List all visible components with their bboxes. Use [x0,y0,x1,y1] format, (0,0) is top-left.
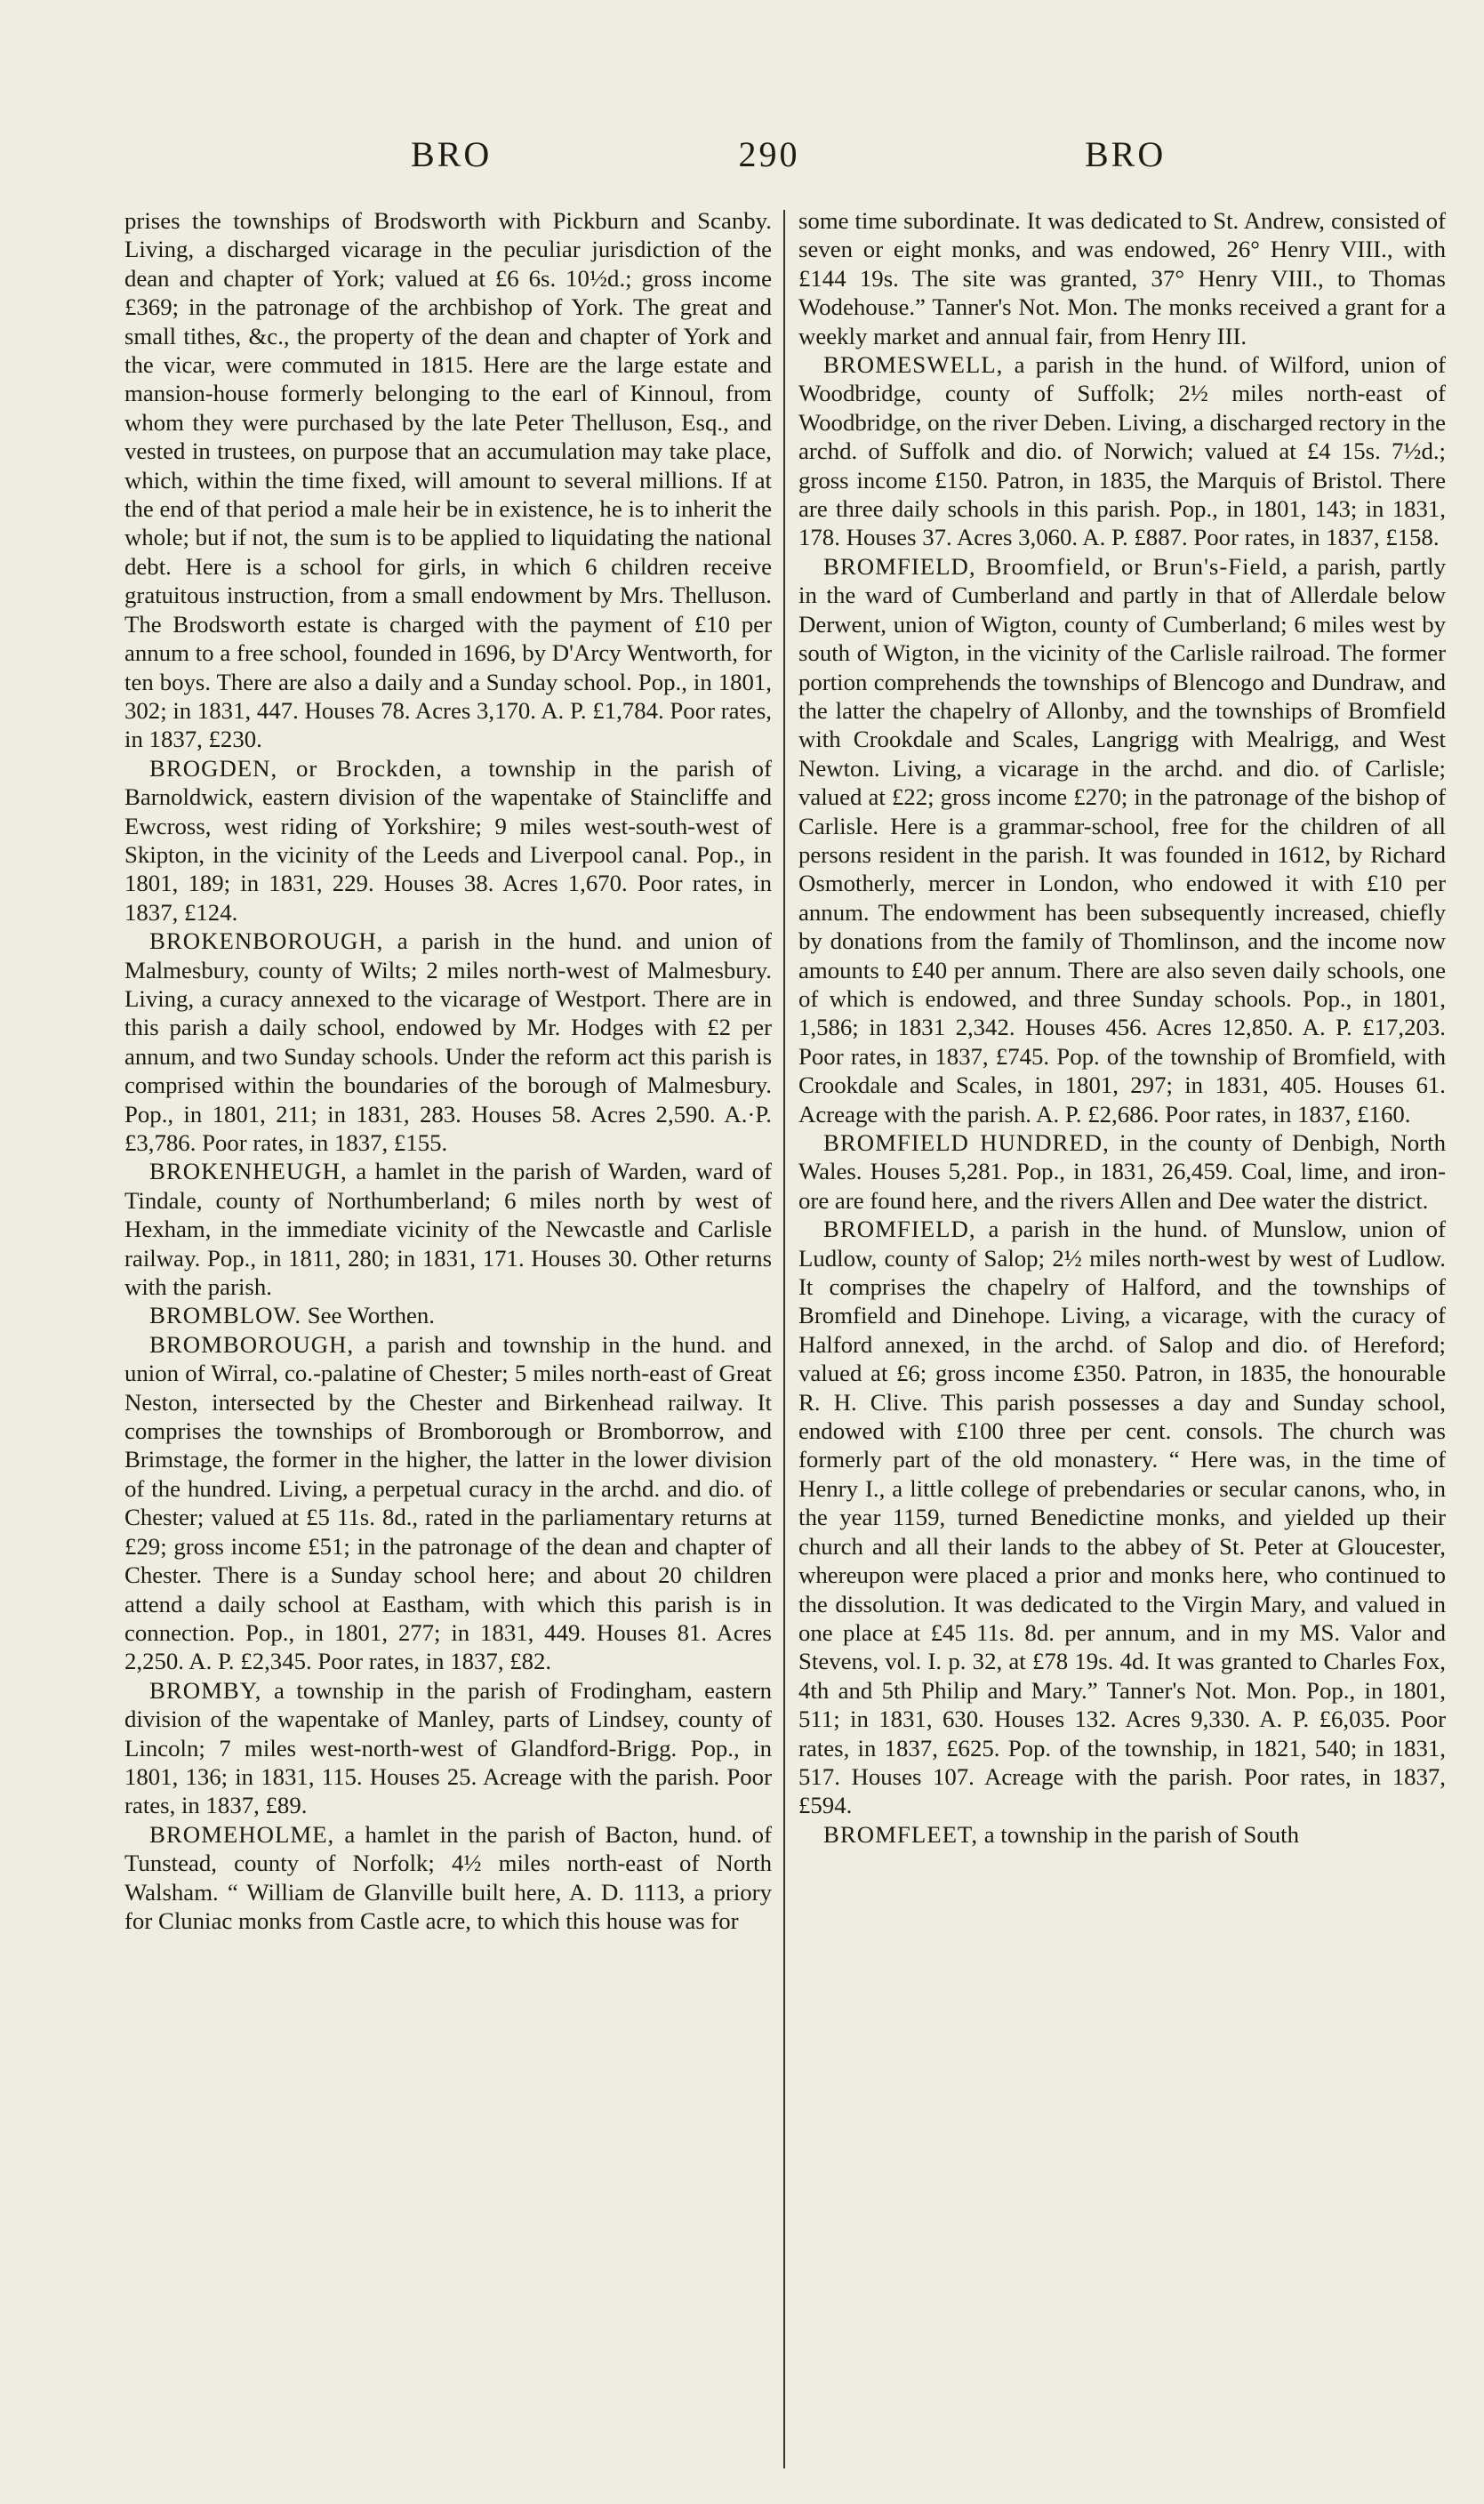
gazetteer-entry [798,206,1446,350]
entry-text: a township in the parish of Barnoldwick, eastern division of the wapentake of Staincliffe and Ewcross, west riding of Yorkshire; 9 miles west-south-west of Skipton, in the vicinity of the Leeds and Liverpool canal. Pop., in 1801, 189; in 1831, 229. Houses 38. Acres 1,670. Poor rates, in 1837, £124. [124,754,772,926]
entry-headword: BROMBY, [149,1676,262,1704]
gazetteer-entry [124,206,772,754]
entry-headword: BROKENHEUGH, [149,1158,348,1185]
entry-text: a parish, partly in the ward of Cumberland and partly in that of Allerdale below Derwent, union of Wigton, county of Cumberland; 6 miles west by south of Wigton, in the vicinity of the Carlisle railroad. The former portion comprehends the townships of Blencogo and Dundraw, and the latter the chapelry of Allonby, and the townships of Bromfield with Crookdale and Scales, Langrigg with Mealrigg, and West Newton. Living, a vicarage in the archd. and dio. of Carlisle; valued at £22; gross income £270; in the patronage of the bishop of Carlisle. Here is a grammar-school, free for the children of all persons resident in the parish. It was founded in 1612, by Richard Osmotherly, mercer in London, who endowed it with £10 per annum. The endowment has been subsequently increased, chiefly by donations from the family of Thomlinson, and the income now amounts to £40 per annum. There are also seven daily schools, one of which is endowed, and three Sunday schools. Pop., in 1801, 1,586; in 1831 2,342. Houses 456. Acres 12,850. A. P. £17,203. Poor rates, in 1837, £745. Pop. of the township of Bromfield, with Crookdale and Scales, in 1801, 297; in 1831, 405. Houses 61. Acreage with the parish. A. P. £2,686. Poor rates, in 1837, £160. [798,552,1446,1128]
right-running-head: BRO [1085,134,1167,174]
entry-headword: BROGDEN, or Brockden, [149,754,443,782]
entry-text: prises the townships of Brodsworth with Pickburn and Scanby. Living, a discharged vicarage in the peculiar jurisdiction of the dean and chapter of York; valued at £6 6s. 10½d.; gross income £369; in the patronage of the archbishop of York. The great and small tithes, &c., the property of the dean and chapter of York and the vicar, were commuted in 1815. Here are the large estate and mansion-house formerly belonging to the earl of Kinnoul, from whom they were purchased by the late Peter Thelluson, Esq., and vested in trustees, on purpose that an accumulation may take place, which, within the time fixed, will amount to several millions. If at the end of that period a male heir be in existence, he is to inherit the whole; but if not, the sum is to be applied to liquidating the national debt. Here is a school for girls, in which 6 children receive gratuitous instruction, from a small endowment by Mrs. Thelluson. The Brodsworth estate is charged with the payment of £10 per annum to a free school, founded in 1696, by D'Arcy Wentworth, for ten boys. There are also a daily and a Sunday school. Pop., in 1801, 302; in 1831, 447. Houses 78. Acres 3,170. A. P. £1,784. Poor rates, in 1837, £230. [124,207,772,753]
entry-headword: BROMESWELL, [823,351,1004,379]
entry-text: a township in the parish of Frodingham, eastern division of the wapentake of Manley, parts of Lindsey, county of Lincoln; 7 miles west-north-west of Glandford-Brigg. Pop., in 1801, 136; in 1831, 115. Houses 25. Acreage with the parish. Poor rates, in 1837, £89. [124,1676,772,1819]
gazetteer-entry [798,1820,1446,1849]
entry-headword: BROMBLOW. [149,1302,302,1329]
page-number: 290 [738,134,800,174]
gazetteer-entry [798,1215,1446,1820]
gazetteer-entry [124,1301,772,1329]
left-running-head: BRO [411,134,493,174]
entry-headword: BROMFIELD HUNDRED, [823,1129,1110,1156]
entry-headword: BROMEHOLME, [149,1820,335,1848]
entry-text: a hamlet in the parish of Warden, ward of Tindale, county of Northumberland; 6 miles north by west of Hexham, in the immediate vicinity of the Newcastle and Carlisle railway. Pop., in 1811, 280; in 1831, 171. Houses 30. Other returns with the parish. [124,1158,772,1301]
left-column [124,206,772,2483]
gazetteer-entry [124,927,772,1157]
entry-text: a township in the parish of South [978,1820,1300,1848]
entry-text: a parish in the hund. of Munslow, union of Ludlow, county of Salop; 2½ miles north-west by west of Ludlow. It comprises the chapelry of Halford, and the townships of Bromfield and Dinehope. Living, a vicarage, with the curacy of Halford annexed, in the archd. of Salop and dio. of Hereford; valued at £6; gross income £350. Patron, in 1835, the honourable R. H. Clive. This parish possesses a day and Sunday school, endowed with £100 three per cent. consols. The church was formerly part of the old monastery. “ Here was, in the time of Henry I., a little college of prebendaries or secular canons, who, in the year 1159, turned Benedictine monks, and yielded up their church and all their lands to the abbey of St. Peter at Gloucester, whereupon were placed a prior and monks here, who continued to the dissolution. It was dedicated to the Virgin Mary, and valued in one place at £45 11s. 8d. per annum, and in my MS. Valor and Stevens, vol. I. p. 32, at £78 19s. 4d. It was granted to Charles Fox, 4th and 5th Philip and Mary.” Tanner's Not. Mon. Pop., in 1801, 511; in 1831, 630. Houses 132. Acres 9,330. A. P. £6,035. Poor rates, in 1837, £625. Pop. of the township, in 1821, 540; in 1831, 517. Houses 107. Acreage with the parish. Poor rates, in 1837, £594. [798,1216,1446,1819]
entry-headword: BROMFLEET, [823,1820,979,1848]
right-column [798,206,1446,2483]
entry-text: a hamlet in the parish of Bacton, hund. of Tunstead, county of Norfolk; 4½ miles north-east of North Walsham. “ William de Glanville built here, A. D. 1113, a priory for Cluniac monks from Castle acre, to which this house was for [124,1820,772,1934]
gazetteer-entry [798,552,1446,1128]
running-header [0,133,1484,187]
entry-text: in the county of Denbigh, North Wales. Houses 5,281. Pop., in 1831, 26,459. Coal, lime, and iron-ore are found here, and the rivers Allen and Dee water the district. [798,1129,1446,1214]
entry-text: a parish in the hund. of Wilford, union of Woodbridge, county of Suffolk; 2½ miles north-east of Woodbridge, on the river Deben. Living, a discharged rectory in the archd. of Suffolk and dio. of Norwich; valued at £4 15s. 7½d.; gross income £150. Patron, in 1835, the Marquis of Bristol. There are three daily schools in this parish. Pop., in 1801, 143; in 1831, 178. Houses 37. Acres 3,060. A. P. £887. Poor rates, in 1837, £158. [798,351,1446,551]
entry-text: some time subordinate. It was dedicated to St. Andrew, consisted of seven or eight monks, and was endowed, 26° Henry VIII., with £144 19s. The site was granted, 37° Henry VIII., to Thomas Wodehouse.” Tanner's Not. Mon. The monks received a grant for a weekly market and annual fair, from Henry III. [798,207,1446,349]
gazetteer-entry [798,350,1446,552]
entry-text: a parish and township in the hund. and union of Wirral, co.-palatine of Chester; 5 miles north-east of Great Neston, intersected by the Chester and Birkenhead railway. It comprises the townships of Bromborough or Bromborrow, and Brimstage, the former in the higher, the latter in the lower division of the hundred. Living, a perpetual curacy in the archd. and dio. of Chester; valued at £5 11s. 8d., rated in the parliamentary returns at £29; gross income £51; in the patronage of the dean and chapter of Chester. There is a Sunday school here; and about 20 children attend a daily school at Eastham, with which this parish is in connection. Pop., in 1801, 277; in 1831, 449. Houses 81. Acres 2,250. A. P. £2,345. Poor rates, in 1837, £82. [124,1330,772,1675]
entry-headword: BROKENBOROUGH, [149,927,384,955]
gazetteer-entry [124,1676,772,1820]
entry-headword: BROMBOROUGH, [149,1330,355,1358]
entry-text: See Worthen. [301,1302,435,1329]
gazetteer-entry [124,754,772,927]
gazetteer-entry [124,1820,772,1936]
column-divider [783,210,785,2468]
entry-text: a parish in the hund. and union of Malmesbury, county of Wilts; 2 miles north-west of Malmesbury. Living, a curacy annexed to the vicarage of Westport. There are in this parish a daily school, endowed by Mr. Hodges with £2 per annum, and two Sunday schools. Under the reform act this parish is comprised within the boundaries of the borough of Malmesbury. Pop., in 1801, 211; in 1831, 283. Houses 58. Acres 2,590. A.·P. £3,786. Poor rates, in 1837, £155. [124,927,772,1156]
entry-headword: BROMFIELD, [823,1216,976,1243]
entry-headword: BROMFIELD, Broomfield, or Brun's-Field, [823,552,1289,580]
gazetteer-entry [798,1128,1446,1215]
gazetteer-entry [124,1330,772,1676]
gazetteer-entry [124,1157,772,1301]
